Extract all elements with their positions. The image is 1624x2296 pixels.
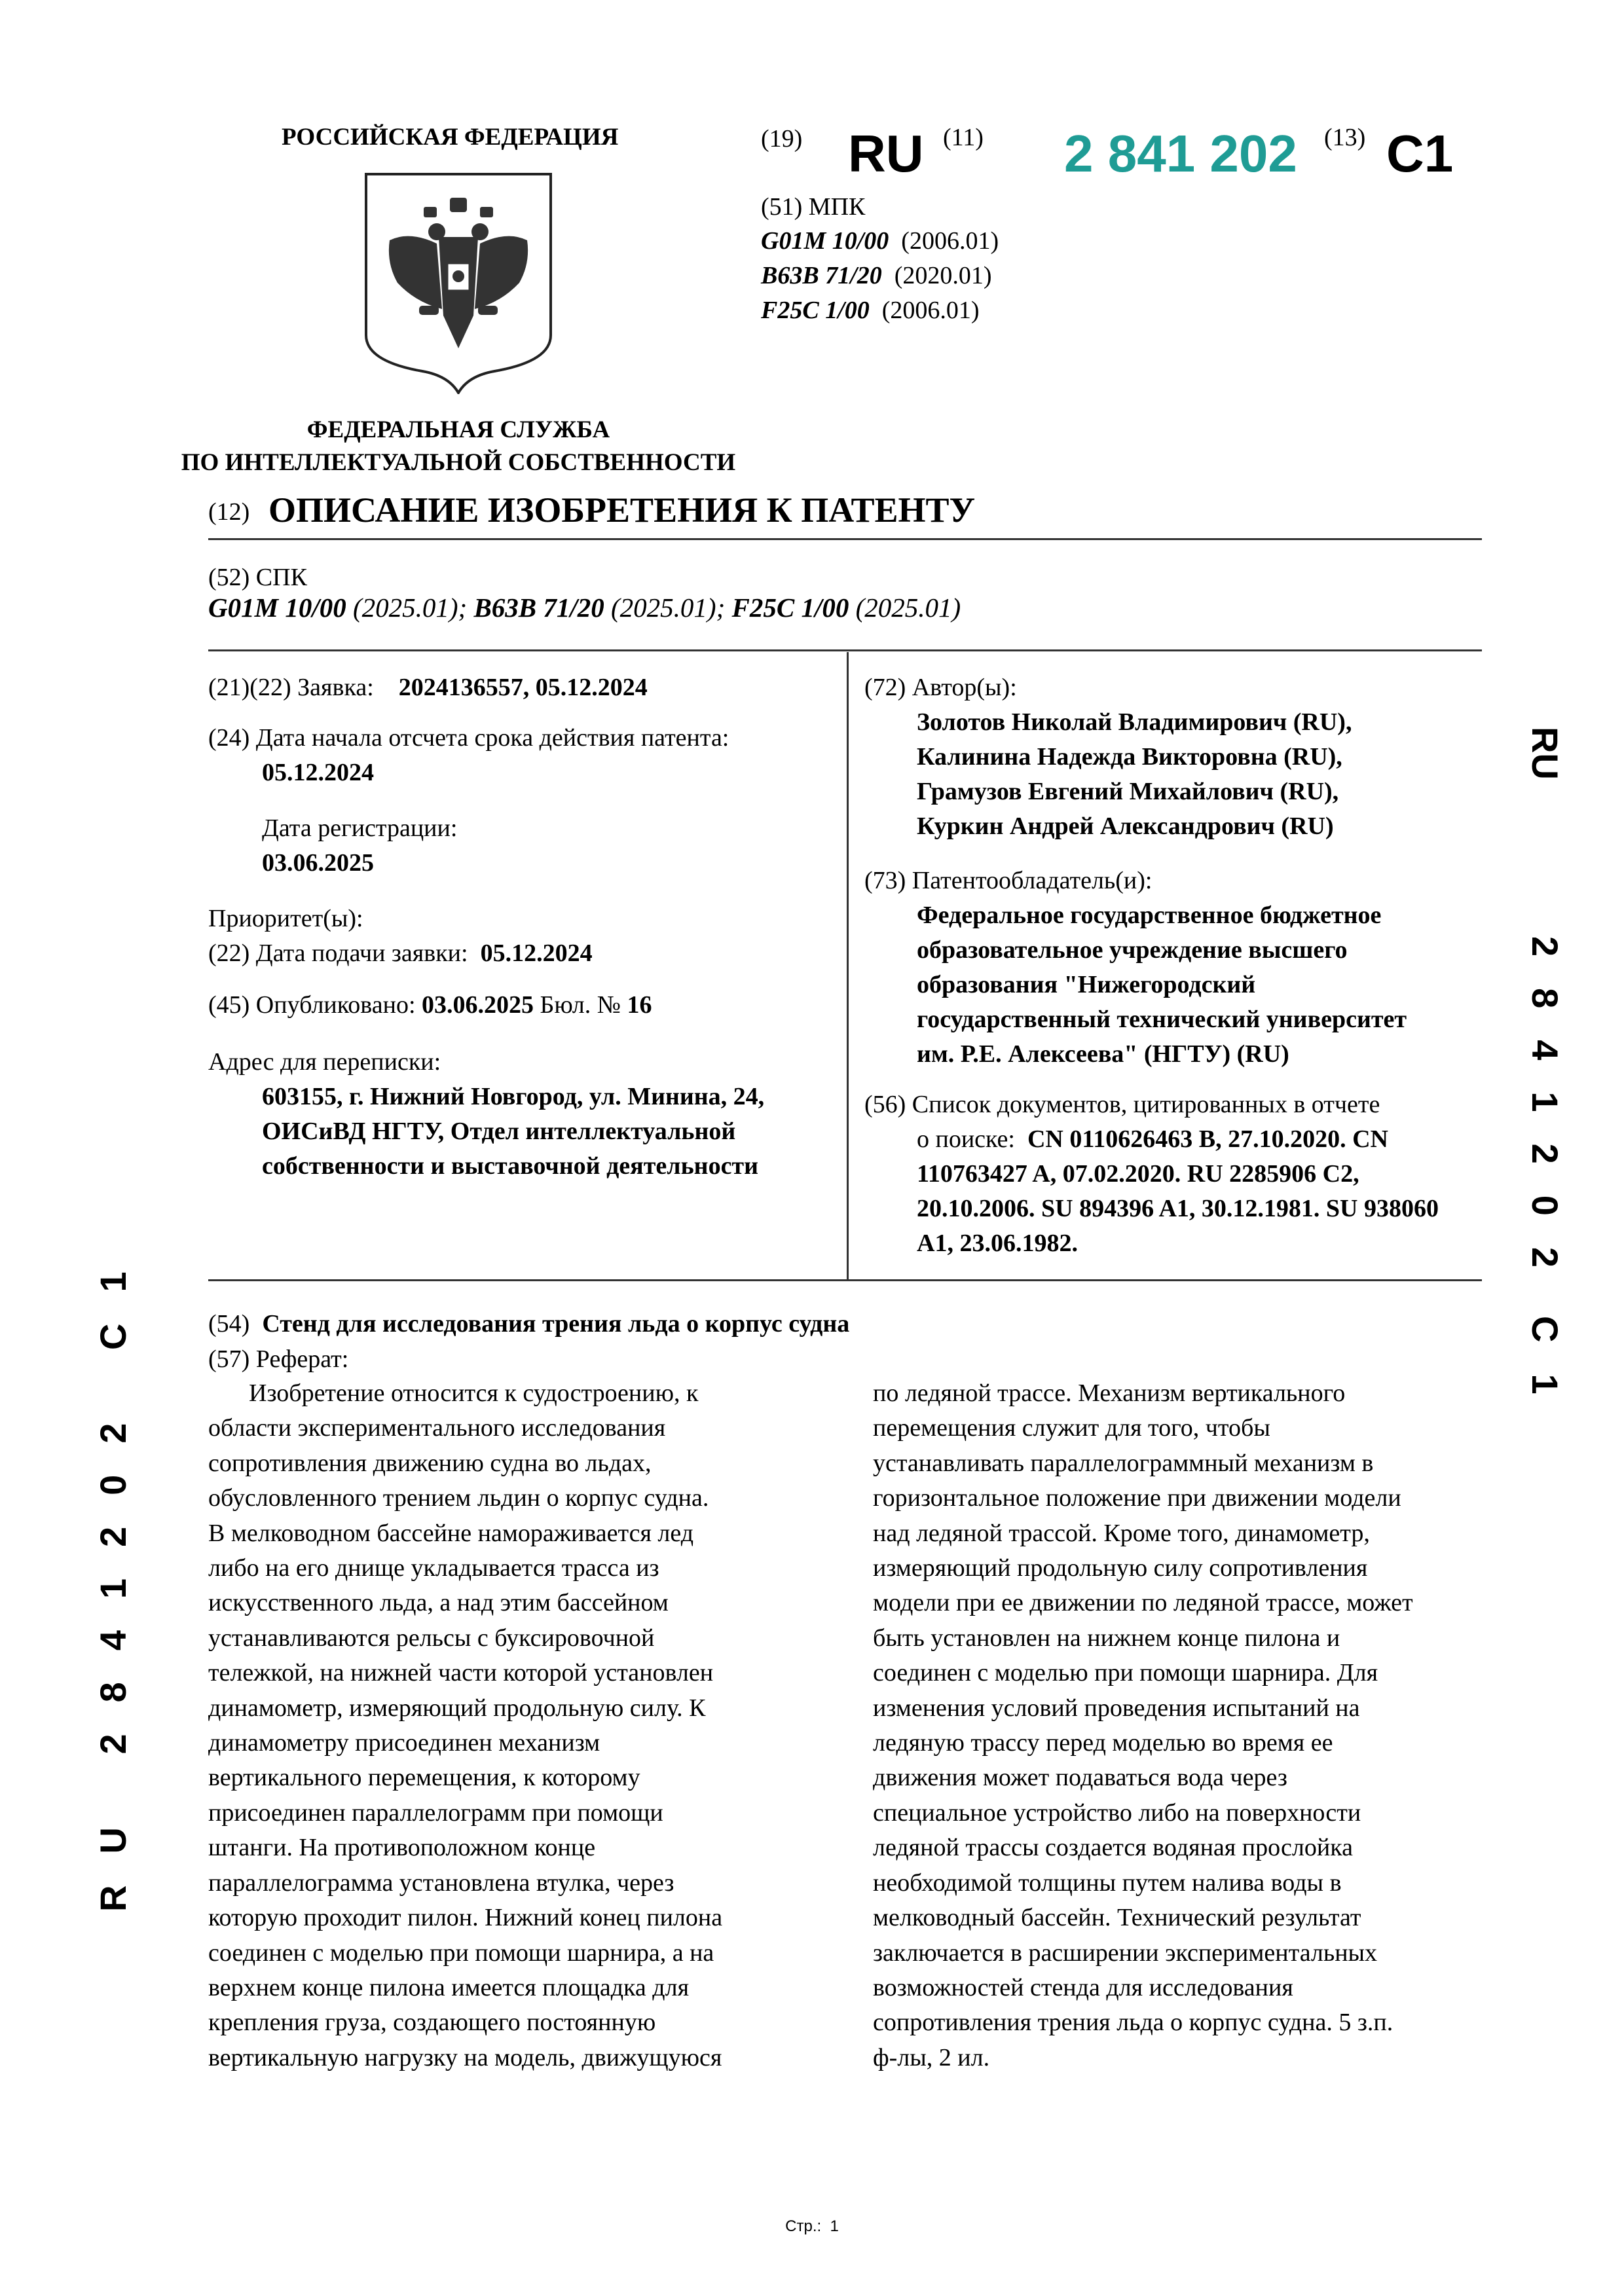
column-divider	[847, 652, 849, 1279]
document-type-title: ОПИСАНИЕ ИЗОБРЕТЕНИЯ К ПАТЕНТУ	[268, 490, 976, 530]
abstract-column-2: по ледяной трассе. Механизм вертикального перемещения служит для того, чтобы устанавливать параллелограммный механизм в горизонтальное положение при движении модели над ледяной трассой. Кроме того, динамометр, измеряющий продольную силу сопротивления модели при ее движении по ледяной трассе, может быть установлен на нижнем конце пилона и соединен с моделью при помощи шарнира. Для изменения условий проведения испытаний на ледяную трассу перед моделью во время ее движения может подаваться вода через специальное устройство либо на поверхности ледяной трассы создается водяная прослойка необходимой толщины путем налива воды в мелководный бассейн. Технический результат заключается в расширении экспериментальных возможностей стенда для исследования сопротивления трения льда о корпус судна. 5 з.п. ф-лы, 2 ил.	[873, 1379, 1413, 2071]
abstract-label: (57) Реферат:	[208, 1345, 349, 1373]
country-name: РОССИЙСКАЯ ФЕДЕРАЦИЯ	[282, 124, 619, 151]
agency-name-line2: ПО ИНТЕЛЛЕКТУАЛЬНОЙ СОБСТВЕННОСТИ	[181, 449, 736, 476]
abstract-column-1: Изобретение относится к судостроению, к области экспериментального исследования сопротивления движению судна во льдах, обусловленного трением льдин о корпус судна. В мелководном бассейне намораживается лед либо на его днище укладывается трасса из искусственного льда, а над этим бассейном устанавливаются рельсы с буксировочной тележкой, на нижней части которой установлен динамометр, измеряющий продольную силу. К динамометру присоединен механизм вертикального перемещения, к которому присоединен параллелограмм при помощи штанги. На противоположном конце параллелограмма установлена втулка, через которую проходит пилон. Нижний конец пилона соединен с моделью при помощи шарнира, а на верхнем конце пилона имеется площадка для крепления груза, создающего постоянную вертикальную нагрузку на модель, движущуюся	[208, 1379, 723, 2071]
side-label-right-number: 2841202	[1524, 936, 1566, 1300]
inid-19: (19)	[761, 125, 803, 153]
invention-title: (54) Стенд для исследования трения льда о корпус судна	[208, 1310, 850, 1338]
inid-13: (13)	[1324, 124, 1366, 151]
country-code: RU	[848, 124, 924, 183]
coat-of-arms-icon	[363, 172, 553, 394]
inid-12: (12)	[208, 498, 250, 526]
divider-line	[208, 649, 1482, 651]
spk-list: G01M 10/00 (2025.01); B63B 71/20 (2025.01); F25C 1/00 (2025.01)	[208, 592, 961, 623]
divider-line	[208, 1279, 1482, 1281]
bibliographic-left: (21)(22) Заявка: 2024136557, 05.12.2024 (24) Дата начала отсчета срока действия патента: 05.12.2024 Дата регистрации: 03.06.2025 Приоритет(ы): (22) Дата подачи заявки: 05.12.2024 (45) Опубликовано: 03.06.2025 Бюл. № 16 Адрес для переписки: 603155, г. Нижний Новгород, ул. Минина, 24, ОИСиВД НГТУ, Отдел интеллектуальной собственности и выставочной деятельности	[208, 674, 765, 1180]
kind-code: C1	[1386, 124, 1454, 183]
side-label-right-country: RU	[1524, 727, 1566, 780]
page-footer: Стр.: 1	[785, 2217, 839, 2235]
side-label-left: RU 2841202 C1	[92, 1240, 134, 1912]
mpk-label: (51) МПК	[761, 193, 866, 221]
patent-number: 2 841 202	[1064, 124, 1297, 183]
side-label-right-kind: C1	[1524, 1316, 1566, 1426]
bibliographic-right: (72) Автор(ы): Золотов Николай Владимирович (RU), Калинина Надежда Викторовна (RU), Грамузов Евгений Михайлович (RU), Куркин Андрей Александрович (RU) (73) Патентообладатель(и): Федеральное государственное бюджетное образовательное учреждение высшего образования "Нижегородский государственный технический университет им. Р.Е. Алексеева" (НГТУ) (RU) (56) Список документов, цитированных в отчете о поиске: CN 0110626463 B, 27.10.2020. CN 110763427 A, 07.02.2020. RU 2285906 C2, 20.10.2006. SU 894396 A1, 30.12.1981. SU 938060 A1, 23.06.1982.	[864, 674, 1439, 1257]
spk-label: (52) СПК	[208, 564, 307, 591]
agency-name-line1: ФЕДЕРАЛЬНАЯ СЛУЖБА	[306, 416, 610, 443]
divider-line	[208, 538, 1482, 540]
mpk-list: G01M 10/00 (2006.01) B63B 71/20 (2020.01) F25C 1/00 (2006.01)	[761, 227, 999, 324]
inid-11: (11)	[943, 124, 984, 151]
